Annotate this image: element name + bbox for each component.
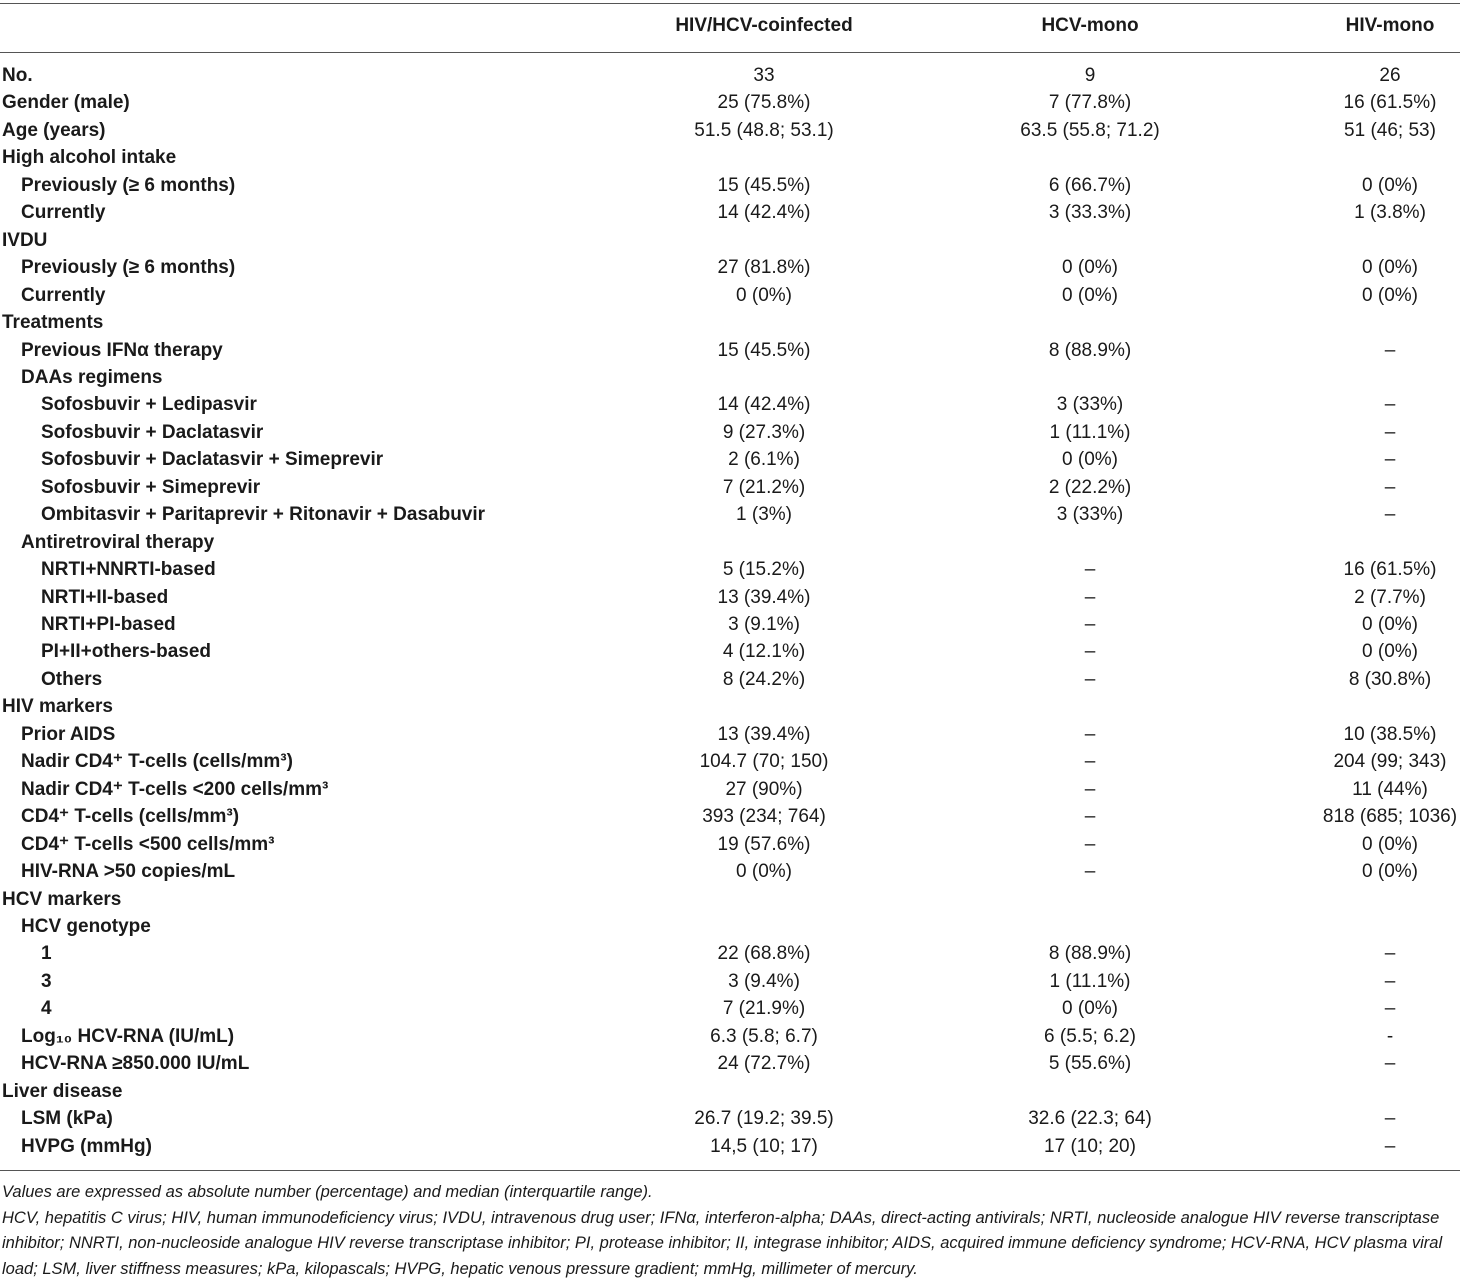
table-cell: 1 (3.8%) — [1290, 199, 1460, 226]
table-cell: 8 (88.9%) — [990, 337, 1190, 364]
table-row — [0, 666, 1460, 693]
table-row — [0, 803, 1460, 830]
table-cell: 9 (27.3%) — [664, 419, 864, 446]
table-row — [0, 1050, 1460, 1077]
row-label: HIV markers — [2, 693, 113, 720]
table-cell: 7 (21.2%) — [664, 474, 864, 501]
table-row — [0, 117, 1460, 144]
table-row — [0, 309, 1460, 336]
table-cell: 0 (0%) — [1290, 831, 1460, 858]
table-row — [0, 913, 1460, 940]
table-row — [0, 584, 1460, 611]
table-row — [0, 1133, 1460, 1160]
table-cell: 2 (22.2%) — [990, 474, 1190, 501]
table-cell: 19 (57.6%) — [664, 831, 864, 858]
row-label: Sofosbuvir + Ledipasvir — [41, 391, 257, 418]
row-label: Previously (≥ 6 months) — [21, 254, 235, 281]
table-cell: – — [1290, 1105, 1460, 1132]
table-cell: 33 — [664, 62, 864, 89]
row-label: 1 — [41, 940, 52, 967]
table-cell: 26 — [1290, 62, 1460, 89]
table-cell: – — [990, 748, 1190, 775]
table-cell: 8 (88.9%) — [990, 940, 1190, 967]
table-cell: 204 (99; 343) — [1290, 748, 1460, 775]
table-cell: 51.5 (48.8; 53.1) — [664, 117, 864, 144]
table-cell: – — [1290, 337, 1460, 364]
row-label: High alcohol intake — [2, 144, 176, 171]
table-cell: 9 — [990, 62, 1190, 89]
table-cell: 393 (234; 764) — [664, 803, 864, 830]
table-cell: 1 (11.1%) — [990, 968, 1190, 995]
table-cell: 8 (24.2%) — [664, 666, 864, 693]
table-cell: 22 (68.8%) — [664, 940, 864, 967]
table-cell: 14 (42.4%) — [664, 391, 864, 418]
row-label: Log₁₀ HCV-RNA (IU/mL) — [21, 1023, 234, 1050]
row-label: HCV genotype — [21, 913, 151, 940]
footnote-abbreviations: HCV, hepatitis C virus; HIV, human immunodeficiency virus; IVDU, intravenous drug user; IFNα, interferon-alpha; DAAs, direct-acting antivirals; NRTI, nucleoside analogue HIV reverse transcriptase inhibitor; NNRTI, non-nucleoside analogue HIV reverse transcriptase inhibitor; PI, protease inhibitor; II, integrase inhibitor; AIDS, acquired immune deficiency syndrome; HCV-RNA, HCV plasma viral load; LSM, liver stiffness measures; kPa, kilopascals; HVPG, hepatic venous pressure gradient; mmHg, millimeter of mercury. — [2, 1206, 1458, 1282]
row-label: Nadir CD4⁺ T-cells <200 cells/mm³ — [21, 776, 328, 803]
table-cell: 2 (7.7%) — [1290, 584, 1460, 611]
row-label: Previously (≥ 6 months) — [21, 172, 235, 199]
table-cell: 104.7 (70; 150) — [664, 748, 864, 775]
table-cell: 6 (66.7%) — [990, 172, 1190, 199]
table-cell: – — [990, 584, 1190, 611]
table-cell: – — [1290, 995, 1460, 1022]
header-rule — [0, 52, 1460, 53]
row-label: Sofosbuvir + Simeprevir — [41, 474, 260, 501]
table-footnotes — [2, 1180, 1458, 1282]
table-cell: – — [990, 556, 1190, 583]
table-cell: 13 (39.4%) — [664, 584, 864, 611]
row-label: Currently — [21, 282, 105, 309]
table-cell: 26.7 (19.2; 39.5) — [664, 1105, 864, 1132]
row-label: Others — [41, 666, 102, 693]
table-cell: 11 (44%) — [1290, 776, 1460, 803]
row-label: Sofosbuvir + Daclatasvir + Simeprevir — [41, 446, 383, 473]
table-row — [0, 638, 1460, 665]
table-cell: 27 (90%) — [664, 776, 864, 803]
table-cell: 14,5 (10; 17) — [664, 1133, 864, 1160]
table-row — [0, 995, 1460, 1022]
row-label: HIV-RNA >50 copies/mL — [21, 858, 235, 885]
table-cell: 16 (61.5%) — [1290, 89, 1460, 116]
table-row — [0, 144, 1460, 171]
row-label: 3 — [41, 968, 52, 995]
row-label: Treatments — [2, 309, 103, 336]
row-label: DAAs regimens — [21, 364, 163, 391]
table-cell: 0 (0%) — [990, 254, 1190, 281]
table-row — [0, 693, 1460, 720]
table-cell: – — [1290, 419, 1460, 446]
row-label: Previous IFNα therapy — [21, 337, 223, 364]
table-cell: 63.5 (55.8; 71.2) — [990, 117, 1190, 144]
table-cell: 4 (12.1%) — [664, 638, 864, 665]
table-cell: 51 (46; 53) — [1290, 117, 1460, 144]
table-cell: 7 (21.9%) — [664, 995, 864, 1022]
table-row — [0, 391, 1460, 418]
table-cell: – — [990, 666, 1190, 693]
table-cell: 0 (0%) — [1290, 172, 1460, 199]
table-row — [0, 419, 1460, 446]
row-label: HCV markers — [2, 886, 121, 913]
table-cell: 10 (38.5%) — [1290, 721, 1460, 748]
table-cell: 25 (75.8%) — [664, 89, 864, 116]
table-row — [0, 172, 1460, 199]
table-cell: 24 (72.7%) — [664, 1050, 864, 1077]
table-cell: – — [1290, 501, 1460, 528]
table-cell: 3 (33%) — [990, 391, 1190, 418]
table-row — [0, 501, 1460, 528]
table-cell: 32.6 (22.3; 64) — [990, 1105, 1190, 1132]
table-cell: 5 (15.2%) — [664, 556, 864, 583]
table-row — [0, 858, 1460, 885]
table-row — [0, 282, 1460, 309]
table-row — [0, 886, 1460, 913]
table-row — [0, 337, 1460, 364]
table-cell: 15 (45.5%) — [664, 337, 864, 364]
column-header-hiv-mono: HIV-mono — [1290, 15, 1460, 37]
table-cell: – — [1290, 1133, 1460, 1160]
footnote-values: Values are expressed as absolute number (percentage) and median (interquartile range). — [2, 1180, 1458, 1206]
table-row — [0, 446, 1460, 473]
row-label: PI+II+others-based — [41, 638, 211, 665]
row-label: NRTI+PI-based — [41, 611, 176, 638]
row-label: Gender (male) — [2, 89, 130, 116]
row-label: IVDU — [2, 227, 47, 254]
table-cell: 14 (42.4%) — [664, 199, 864, 226]
table-row — [0, 529, 1460, 556]
table-cell: – — [990, 831, 1190, 858]
table-cell: 2 (6.1%) — [664, 446, 864, 473]
table-cell: – — [990, 721, 1190, 748]
table-cell: 7 (77.8%) — [990, 89, 1190, 116]
table-row — [0, 62, 1460, 89]
table-cell: 6 (5.5; 6.2) — [990, 1023, 1190, 1050]
row-label: NRTI+NNRTI-based — [41, 556, 216, 583]
table-row — [0, 831, 1460, 858]
table-cell: 6.3 (5.8; 6.7) — [664, 1023, 864, 1050]
table-cell: 16 (61.5%) — [1290, 556, 1460, 583]
row-label: No. — [2, 62, 33, 89]
table-cell: 0 (0%) — [990, 282, 1190, 309]
row-label: Sofosbuvir + Daclatasvir — [41, 419, 263, 446]
table-row — [0, 364, 1460, 391]
table-cell: – — [1290, 446, 1460, 473]
table-cell: - — [1290, 1023, 1460, 1050]
table-cell: – — [990, 858, 1190, 885]
row-label: Currently — [21, 199, 105, 226]
column-header-hcv-mono: HCV-mono — [990, 15, 1190, 37]
table-cell: 17 (10; 20) — [990, 1133, 1190, 1160]
column-header-coinfected: HIV/HCV-coinfected — [664, 15, 864, 37]
row-label: Age (years) — [2, 117, 106, 144]
table-cell: 0 (0%) — [664, 858, 864, 885]
row-label: HCV-RNA ≥850.000 IU/mL — [21, 1050, 249, 1077]
table-row — [0, 254, 1460, 281]
row-label: Antiretroviral therapy — [21, 529, 214, 556]
table-cell: 0 (0%) — [990, 446, 1190, 473]
table-row — [0, 940, 1460, 967]
row-label: Liver disease — [2, 1078, 122, 1105]
table-cell: 0 (0%) — [990, 995, 1190, 1022]
table-row — [0, 474, 1460, 501]
table-cell: – — [1290, 391, 1460, 418]
table-cell: 1 (3%) — [664, 501, 864, 528]
row-label: Ombitasvir + Paritaprevir + Ritonavir + Dasabuvir — [41, 501, 485, 528]
table-row — [0, 1023, 1460, 1050]
table-cell: – — [990, 611, 1190, 638]
table-cell: – — [990, 803, 1190, 830]
row-label: LSM (kPa) — [21, 1105, 113, 1132]
table-top-rule — [0, 3, 1460, 4]
table-cell: 1 (11.1%) — [990, 419, 1190, 446]
table-row — [0, 556, 1460, 583]
table-cell: – — [1290, 1050, 1460, 1077]
table-cell: 818 (685; 1036) — [1290, 803, 1460, 830]
table-cell: 8 (30.8%) — [1290, 666, 1460, 693]
table-row — [0, 611, 1460, 638]
table-cell: 3 (9.1%) — [664, 611, 864, 638]
table-cell: 0 (0%) — [1290, 282, 1460, 309]
table-row — [0, 1078, 1460, 1105]
table-cell: 0 (0%) — [1290, 254, 1460, 281]
table-cell: 15 (45.5%) — [664, 172, 864, 199]
table-cell: 5 (55.6%) — [990, 1050, 1190, 1077]
table-row — [0, 968, 1460, 995]
table-cell: – — [990, 776, 1190, 803]
table-cell: 3 (9.4%) — [664, 968, 864, 995]
table-cell: 0 (0%) — [1290, 858, 1460, 885]
table-row — [0, 199, 1460, 226]
row-label: Prior AIDS — [21, 721, 115, 748]
table-row — [0, 721, 1460, 748]
table-cell: 3 (33.3%) — [990, 199, 1190, 226]
table-row — [0, 1105, 1460, 1132]
row-label: NRTI+II-based — [41, 584, 168, 611]
row-label: HVPG (mmHg) — [21, 1133, 152, 1160]
table-cell: 0 (0%) — [1290, 638, 1460, 665]
table-cell: – — [1290, 940, 1460, 967]
table-bottom-rule — [0, 1170, 1460, 1171]
table-cell: 3 (33%) — [990, 501, 1190, 528]
row-label: CD4⁺ T-cells (cells/mm³) — [21, 803, 239, 830]
table-row — [0, 748, 1460, 775]
table-cell: – — [1290, 474, 1460, 501]
row-label: 4 — [41, 995, 52, 1022]
table-cell: 0 (0%) — [664, 282, 864, 309]
table-cell: – — [1290, 968, 1460, 995]
row-label: CD4⁺ T-cells <500 cells/mm³ — [21, 831, 274, 858]
table-cell: 13 (39.4%) — [664, 721, 864, 748]
table-row — [0, 776, 1460, 803]
table-cell: – — [990, 638, 1190, 665]
table-row — [0, 227, 1460, 254]
row-label: Nadir CD4⁺ T-cells (cells/mm³) — [21, 748, 293, 775]
table-cell: 27 (81.8%) — [664, 254, 864, 281]
table-row — [0, 89, 1460, 116]
table-cell: 0 (0%) — [1290, 611, 1460, 638]
